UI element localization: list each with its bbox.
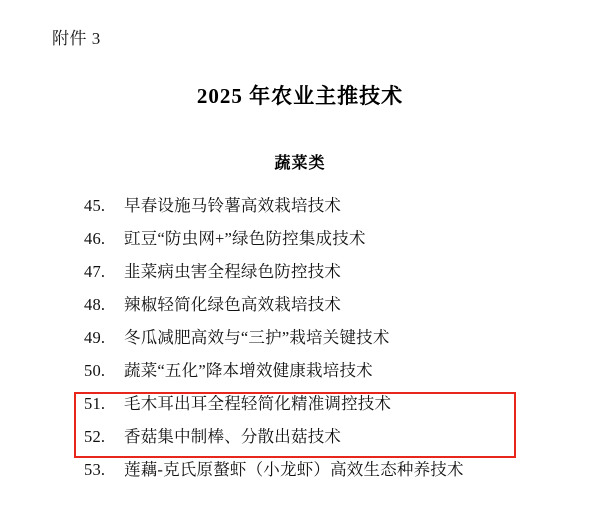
list-item-number: 49. xyxy=(84,328,106,347)
list-item-number: 52. xyxy=(84,427,106,446)
list-item-highlighted xyxy=(84,423,554,456)
list-item-label: 韭菜病虫害全程绿色防控技术 xyxy=(124,262,342,281)
list-item-label: 冬瓜减肥高效与“三护”栽培关键技术 xyxy=(124,328,390,347)
attachment-label: 附件 3 xyxy=(52,29,101,48)
list-item-label: 豇豆“防虫网+”绿色防控集成技术 xyxy=(124,229,366,248)
list-item-label: 香菇集中制棒、分散出菇技术 xyxy=(124,427,342,446)
list-item xyxy=(84,225,554,258)
list-item xyxy=(84,192,554,225)
list-item-number: 46. xyxy=(84,229,106,248)
list-item xyxy=(84,324,554,357)
technology-list xyxy=(84,192,554,489)
list-item xyxy=(84,258,554,291)
list-item-label: 毛木耳出耳全程轻简化精准调控技术 xyxy=(124,394,392,413)
list-item-number: 47. xyxy=(84,262,106,281)
list-item-label: 辣椒轻简化绿色高效栽培技术 xyxy=(124,295,342,314)
list-item-number: 51. xyxy=(84,394,106,413)
list-item-label: 莲藕-克氏原螯虾（小龙虾）高效生态种养技术 xyxy=(124,460,464,479)
list-item xyxy=(84,456,554,489)
list-item-highlighted xyxy=(84,390,554,423)
page-title: 2025 年农业主推技术 xyxy=(196,84,404,108)
list-item-number: 48. xyxy=(84,295,106,314)
list-item-number: 45. xyxy=(84,196,106,215)
list-item-label: 蔬菜“五化”降本增效健康栽培技术 xyxy=(124,361,373,380)
list-item-label: 早春设施马铃薯高效栽培技术 xyxy=(124,196,342,215)
section-title: 蔬菜类 xyxy=(274,155,326,172)
list-item xyxy=(84,291,554,324)
list-item xyxy=(84,357,554,390)
list-item-number: 50. xyxy=(84,361,106,380)
list-item-number: 53. xyxy=(84,460,106,479)
